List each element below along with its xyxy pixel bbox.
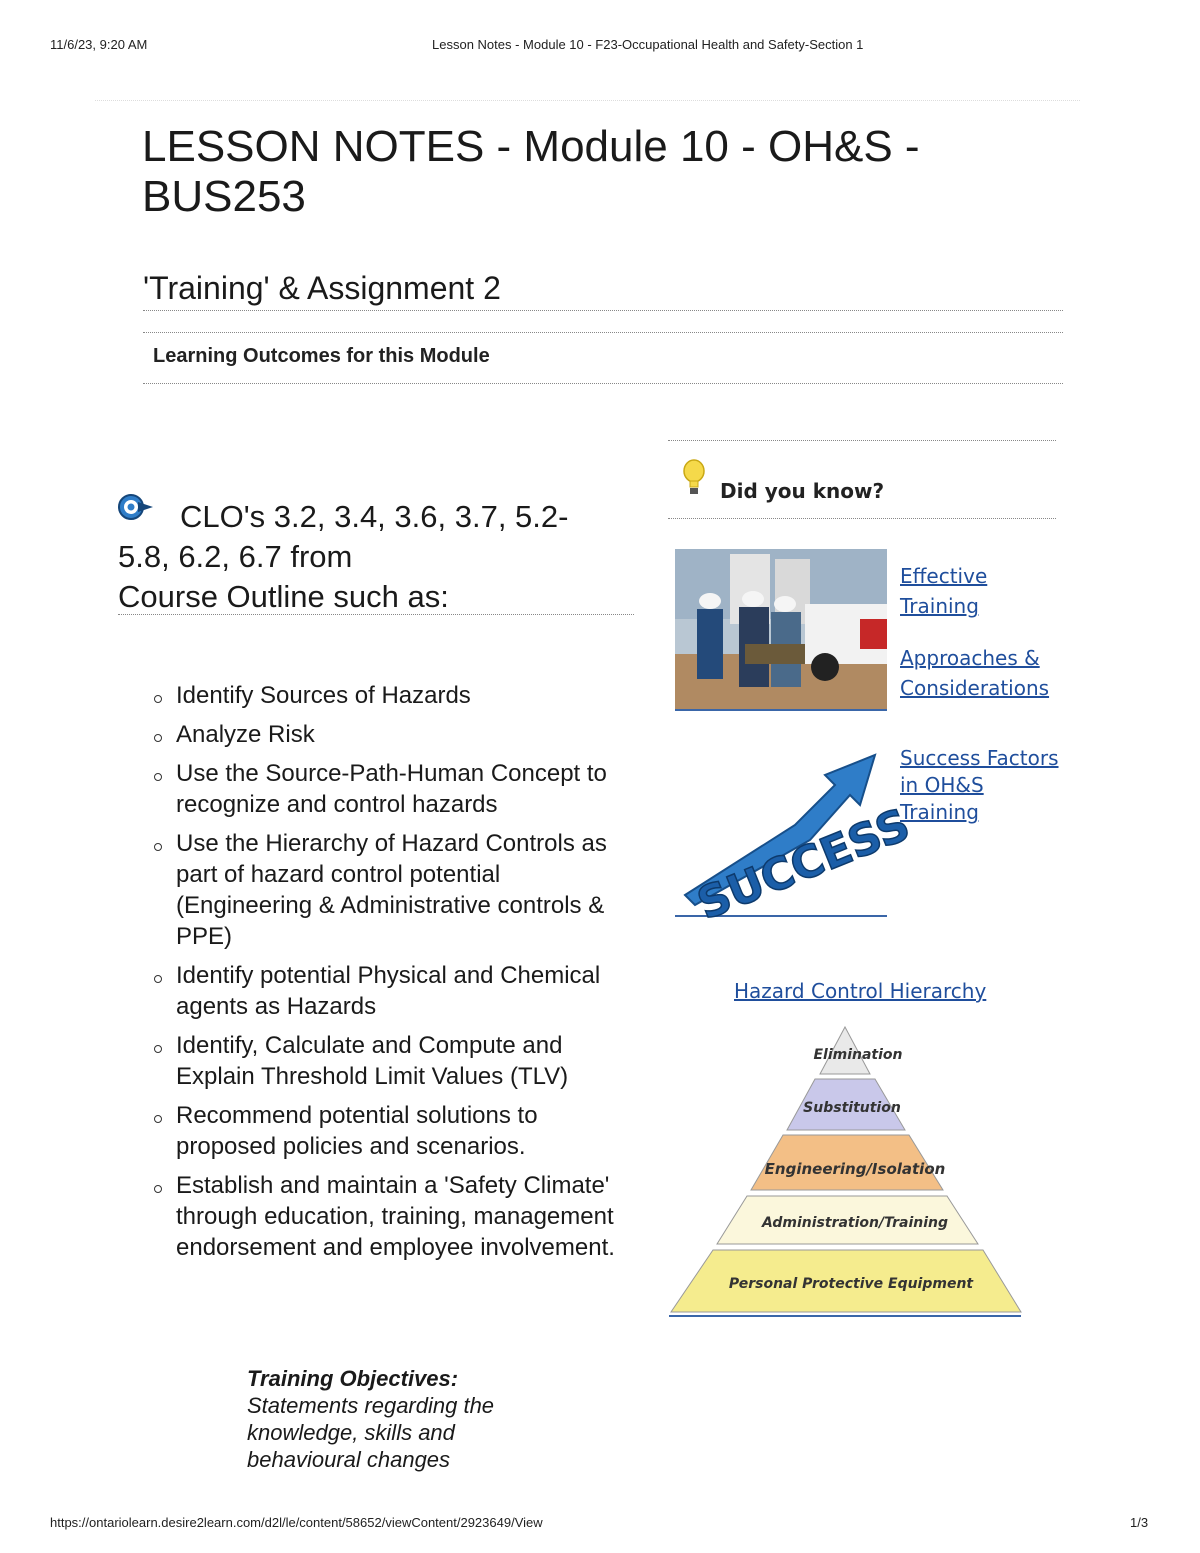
effective-training-link-wrap xyxy=(900,561,1060,621)
pyramid-level-substitution: Substitution xyxy=(803,1100,901,1116)
training-definition: Statements regarding the knowledge, skills and behavioural changes xyxy=(247,1393,495,1472)
clo-heading-line: CLO's 3.2, 3.4, 3.6, 3.7, 5.2- xyxy=(180,499,569,534)
list-item: Recommend potential solutions to proposed policies and scenarios. xyxy=(150,1100,630,1162)
divider xyxy=(668,440,1056,441)
page-subtitle: 'Training' & Assignment 2 xyxy=(143,270,501,306)
list-item: Identify potential Physical and Chemical agents as Hazards xyxy=(150,960,630,1022)
learning-outcomes-heading: Learning Outcomes for this Module xyxy=(153,345,490,367)
lightbulb-icon xyxy=(680,458,708,498)
training-term: Training Objectives: xyxy=(247,1366,459,1391)
divider xyxy=(143,310,1063,311)
approaches-link-wrap xyxy=(900,643,1060,703)
print-page-number: 1/3 xyxy=(1130,1515,1149,1530)
hazard-hierarchy-link-wrap xyxy=(734,976,986,1006)
divider xyxy=(143,383,1063,384)
pyramid-level-engineering: Engineering/Isolation xyxy=(764,1160,946,1178)
did-you-know-heading: Did you know? xyxy=(720,479,885,503)
divider xyxy=(118,614,634,615)
pyramid-level-elimination: Elimination xyxy=(813,1047,903,1063)
divider xyxy=(143,332,1063,333)
hazard-hierarchy-link[interactable]: Hazard Control Hierarchy xyxy=(734,979,987,1003)
success-image xyxy=(675,745,917,931)
clo-heading-line: Course Outline such as: xyxy=(118,579,449,614)
training-objectives xyxy=(247,1365,527,1473)
success-image-text: SUCCESS xyxy=(690,799,917,931)
workers-photo xyxy=(675,549,887,711)
list-item: Identify, Calculate and Compute and Explain Threshold Limit Values (TLV) xyxy=(150,1030,630,1092)
approaches-considerations-link[interactable]: Approaches & Considerations xyxy=(900,646,1050,700)
page-title: LESSON NOTES - Module 10 - OH&S - BUS253 xyxy=(142,122,920,221)
print-url: https://ontariolearn.desire2learn.com/d2l/le/content/58652/viewContent/2923649/View xyxy=(50,1515,543,1530)
hazard-pyramid xyxy=(665,1022,1025,1322)
print-datetime: 11/6/23, 9:20 AM xyxy=(50,37,148,52)
list-item: Establish and maintain a 'Safety Climate' through education, training, management endorsement and employee involvement. xyxy=(150,1170,630,1263)
list-item: Identify Sources of Hazards xyxy=(150,680,630,711)
print-page-title: Lesson Notes - Module 10 - F23-Occupational Health and Safety-Section 1 xyxy=(432,37,864,52)
divider xyxy=(668,518,1056,519)
pyramid-level-ppe: Personal Protective Equipment xyxy=(728,1276,974,1292)
clo-heading xyxy=(118,497,638,617)
list-item: Use the Source-Path-Human Concept to recognize and control hazards xyxy=(150,758,630,820)
success-factors-link-wrap xyxy=(900,745,1060,826)
success-factors-link[interactable]: Success Factors in OH&S Training xyxy=(900,746,1059,824)
content-top-border xyxy=(95,100,1080,101)
outcomes-list xyxy=(150,680,630,1271)
list-item: Use the Hierarchy of Hazard Controls as part of hazard control potential (Engineering & Administrative controls & PPE) xyxy=(150,828,630,952)
effective-training-link[interactable]: Effective Training xyxy=(900,564,988,618)
clo-heading-line: 5.8, 6.2, 6.7 from xyxy=(118,539,353,574)
list-item: Analyze Risk xyxy=(150,719,630,750)
pyramid-level-administration: Administration/Training xyxy=(761,1215,949,1231)
